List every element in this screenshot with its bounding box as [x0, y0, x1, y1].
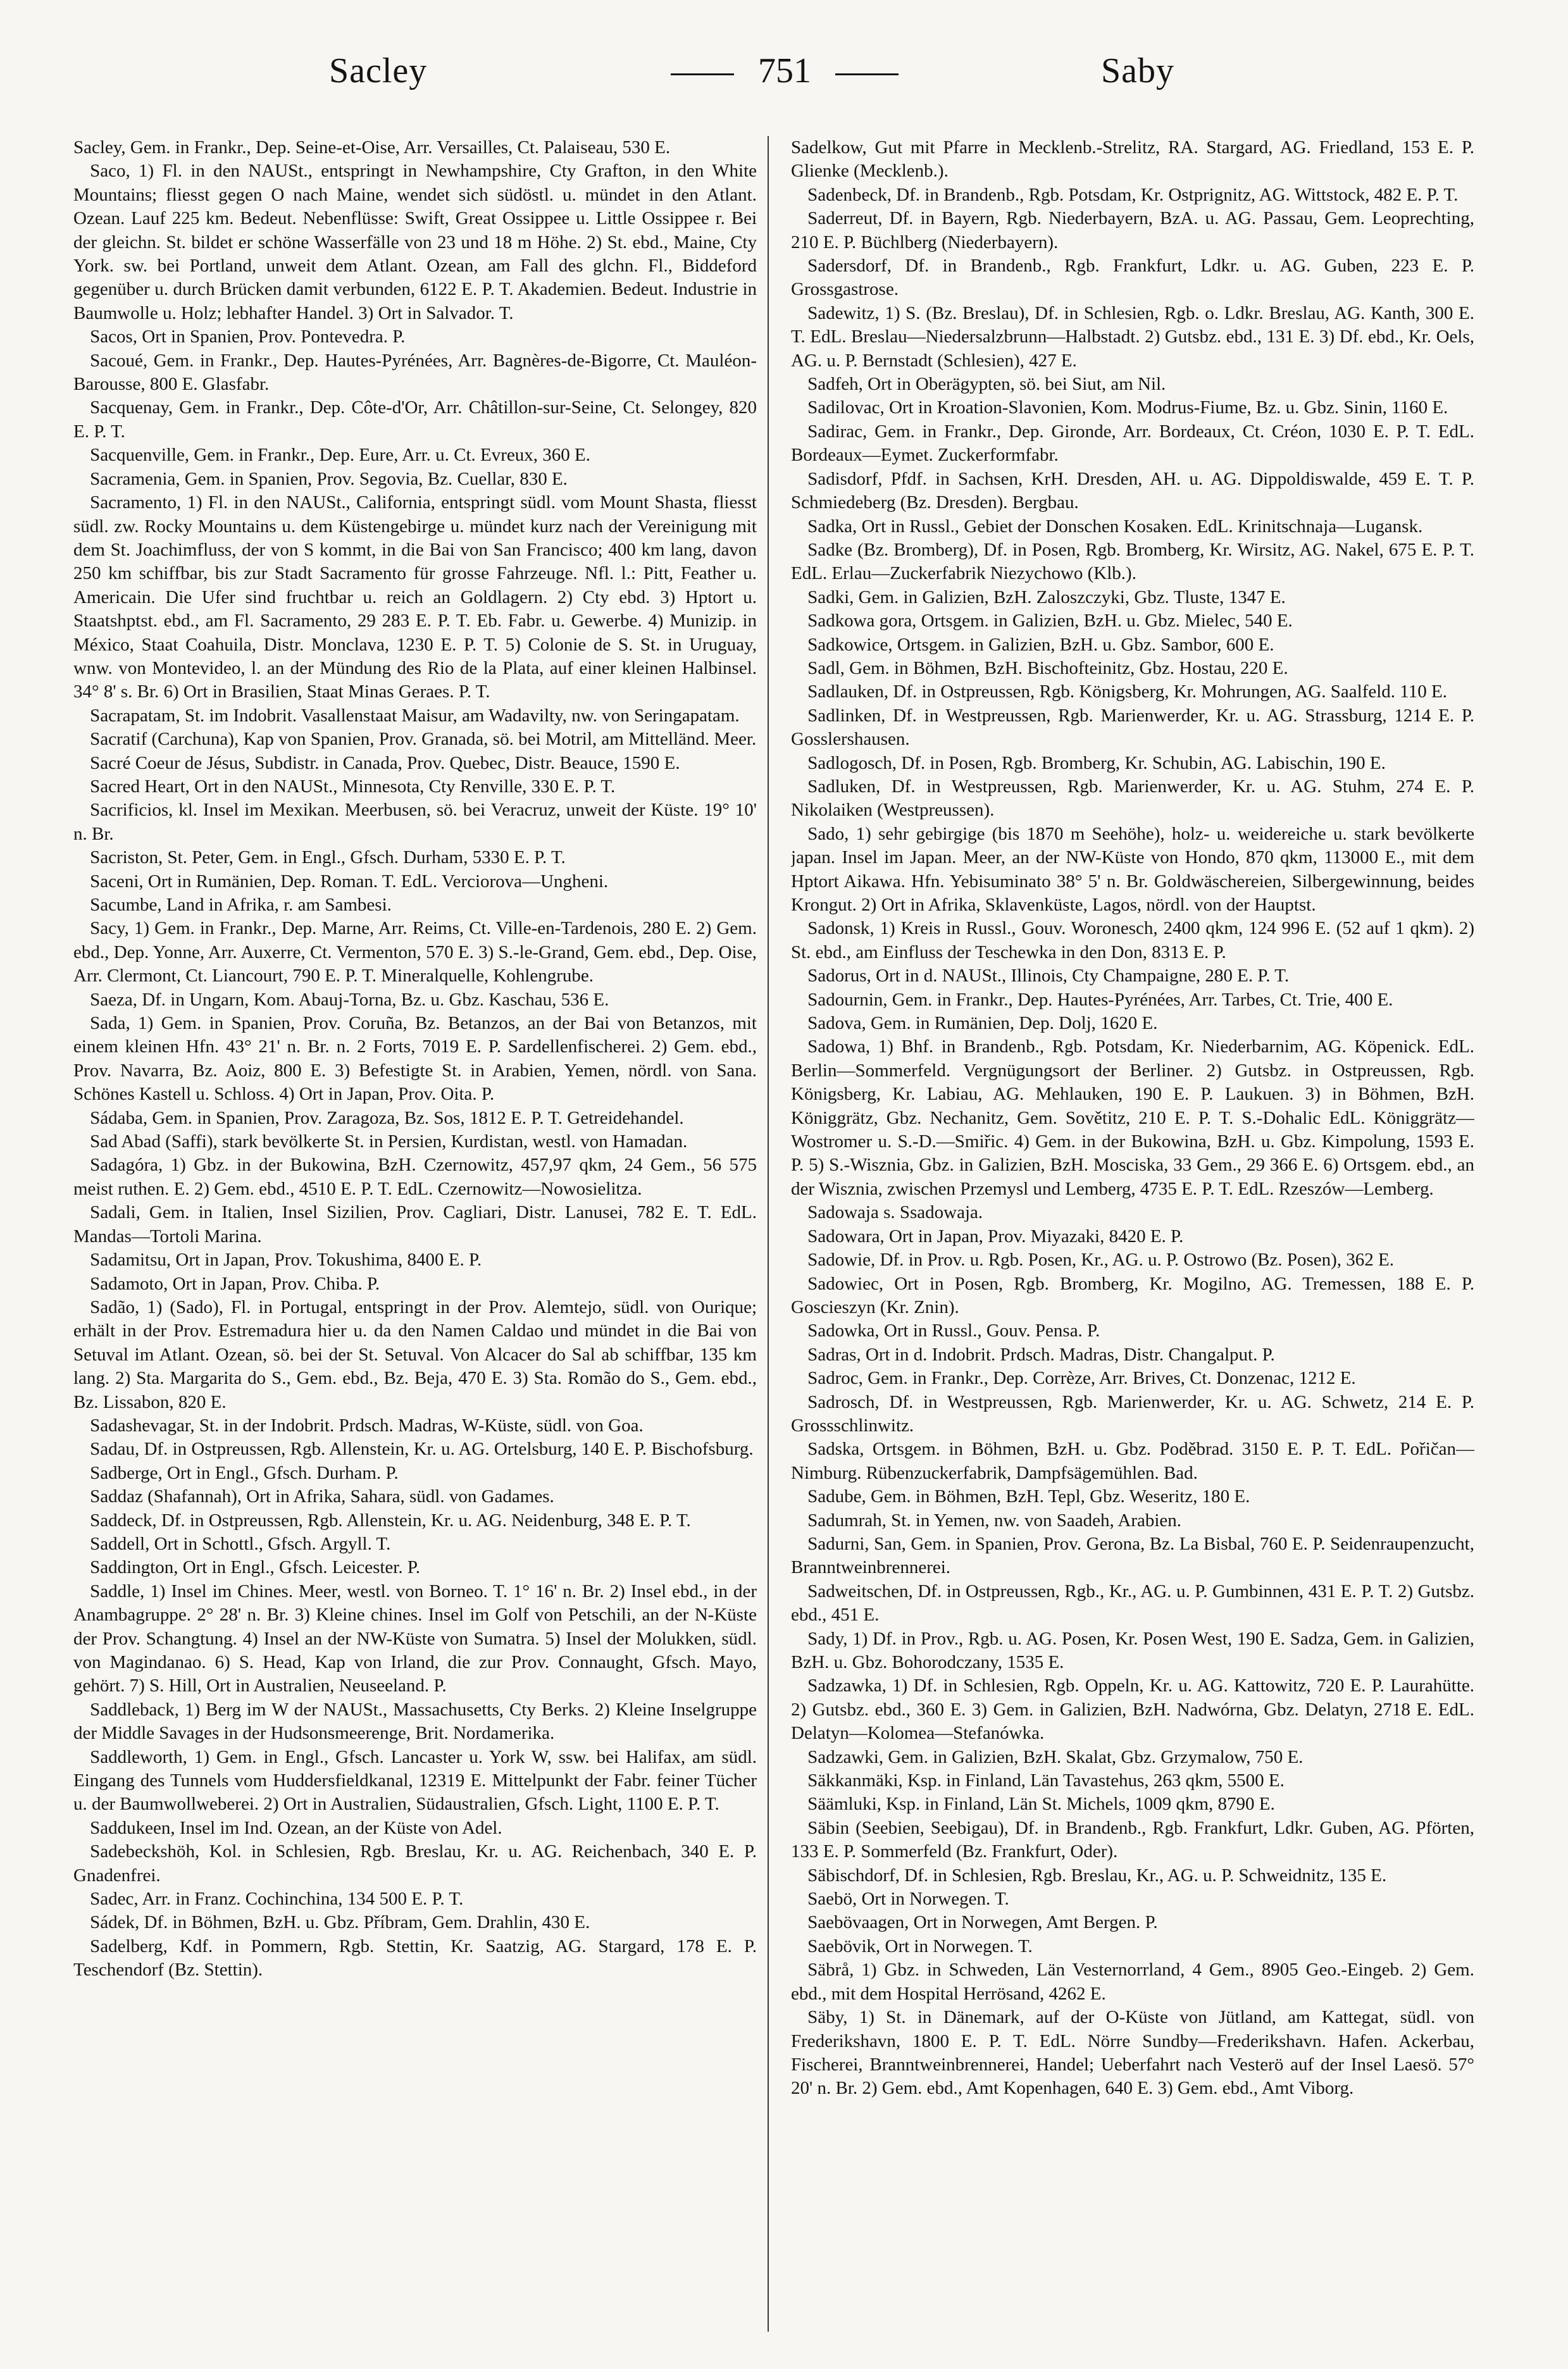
left-column — [73, 136, 757, 2338]
dictionary-entry: Sacramento, 1) Fl. in den NAUSt., California, entspringt südl. vom Mount Shasta, fliesst südl. zw. Rocky Mountains u. dem Küstengebirge u. mündet kurz nach der Vereinigung mit dem St. Joachimfluss, der von S kommt, in die Bai von San Francisco; 400 km lang, davon 250 km schiffbar, bis zur Stadt Sacramento für grosse Fahrzeuge. Nfl. l.: Pitt, Feather u. Americain. Die Ufer sind fruchtbar u. reich an Goldlagern. 2) Cty ebd. 3) Hptort u. Staatshptst. ebd., am Fl. Sacramento, 29 283 E. P. T. Eb. Fabr. u. Gewerbe. 4) Munizip. in México, Staat Coahuila, Distr. Monclava, 1230 E. P. T. 5) Colonie de S. St. in Uruguay, wnw. von Montevideo, l. an der Mündung des Rio de la Plata, auf einer kleinen Halbinsel. 34° 8' s. Br. 6) Ort in Brasilien, Staat Minas Geraes. P. T. — [73, 492, 757, 702]
dictionary-entry: Säbin (Seebien, Seebigau), Df. in Brandenb., Rgb. Frankfurt, Ldkr. Guben, AG. Pförten, 133 E. P. Sommerfeld (Bz. Frankfurt, Oder). — [791, 1817, 1474, 1862]
dictionary-entry: Sadkowa gora, Ortsgem. in Galizien, BzH. u. Gbz. Mielec, 540 E. — [807, 611, 1293, 631]
dictionary-entry: Sadilovac, Ort in Kroation-Slavonien, Kom. Modrus-Fiume, Bz. u. Gbz. Sinin, 1160 E. — [807, 397, 1448, 418]
dictionary-entry: Säbischdorf, Df. in Schlesien, Rgb. Breslau, Kr., AG. u. P. Schweidnitz, 135 E. — [807, 1865, 1387, 1886]
dictionary-entry: Sadova, Gem. in Rumänien, Dep. Dolj, 1620 E. — [807, 1013, 1158, 1034]
dictionary-entry: Sadska, Ortsgem. in Böhmen, BzH. u. Gbz. Poděbrad. 3150 E. P. T. EdL. Pořičan—Nimburg. Rübenzuckerfabrik, Dampfsägemühlen. Bad. — [791, 1439, 1474, 1483]
dictionary-entry: Sadrosch, Df. in Westpreussen, Rgb. Marienwerder, Kr. u. AG. Schwetz, 214 E. P. Grossschlinwitz. — [791, 1391, 1474, 1436]
dictionary-entry: Sadkowice, Ortsgem. in Galizien, BzH. u. Gbz. Sambor, 600 E. — [807, 634, 1274, 655]
dictionary-entry: Sadowa, 1) Bhf. in Brandenb., Rgb. Potsdam, Kr. Niederbarnim, AG. Köpenick. EdL. Berlin—Sommerfeld. Vergnügungsort der Berliner. 2) Gutsbz. in Ostpreussen, Rgb. Königsberg, Kr. Labiau, AG. Mehlauken, 190 E. P. Laukuen. 3) in Böhmen, BzH. Königgrätz, Gbz. Nechanitz, Gem. Sovětitz, 210 E. P. T. S.-Dohalic EdL. Königgrätz—Wostromer u. S.-D.—Smiřic. 4) Gem. in der Bukowina, BzH. u. Gbz. Kimpolung, 1593 E. P. 5) S.-Wisznia, Gbz. in Galizien, BzH. Mosciska, 33 Gem., 29 366 E. 6) Ortsgem. ebd., an der Wisznia, zwischen Przemysl und Lemberg, 4735 E. P. T. EdL. Rzeszów—Lemberg. — [791, 1036, 1474, 1199]
dictionary-entry: Sacquenville, Gem. in Frankr., Dep. Eure, Arr. u. Ct. Evreux, 360 E. — [90, 445, 590, 466]
dictionary-entry: Sacriston, St. Peter, Gem. in Engl., Gfsch. Durham, 5330 E. P. T. — [90, 847, 566, 868]
dictionary-entry: Sadashevagar, St. in der Indobrit. Prdsch. Madras, W-Küste, südl. von Goa. — [90, 1415, 644, 1436]
dictionary-entry: Sacy, 1) Gem. in Frankr., Dep. Marne, Arr. Reims, Ct. Ville-en-Tardenois, 280 E. 2) Gem. ebd., Dep. Yonne, Arr. Auxerre, Ct. Vermenton, 570 E. 3) S.-le-Grand, Gem. ebd., Dep. Oise, Arr. Clermont, Ct. Liancourt, 790 E. P. T. Mineralquelle, Kohlengrube. — [73, 918, 757, 986]
dictionary-entry: Sacramenia, Gem. in Spanien, Prov. Segovia, Bz. Cuellar, 830 E. — [90, 468, 568, 489]
dictionary-entry: Sadau, Df. in Ostpreussen, Rgb. Allenstein, Kr. u. AG. Ortelsburg, 140 E. P. Bischofsburg. — [90, 1439, 754, 1460]
dictionary-entry: Säby, 1) St. in Dänemark, auf der O-Küste von Jütland, am Kattegat, südl. von Frederikshavn, 1800 E. P. T. EdL. Nörre Sundby—Frederikshavn. Hafen. Ackerbau, Fischerei, Branntweinbrennerei, Handel; Ueberfahrt nach Vesterö auf der Insel Laesö. 57° 20' n. Br. 2) Gem. ebd., Amt Kopenhagen, 640 E. 3) Gem. ebd., Amt Viborg. — [791, 2007, 1474, 2099]
dictionary-entry: Säbrå, 1) Gbz. in Schweden, Län Vesternorrland, 4 Gem., 8905 Geo.-Eingeb. 2) Gem. ebd., mit dem Hospital Herrösand, 4262 E. — [791, 1960, 1474, 2004]
dictionary-entry: Sadorus, Ort in d. NAUSt., Illinois, Cty Champaigne, 280 E. P. T. — [807, 966, 1290, 986]
header-first-entry: Sacley — [329, 51, 428, 90]
dictionary-entry: Sadweitschen, Df. in Ostpreussen, Rgb., Kr., AG. u. P. Gumbinnen, 431 E. P. T. 2) Gutsbz. ebd., 451 E. — [791, 1581, 1474, 1626]
dictionary-entry: Sadamitsu, Ort in Japan, Prov. Tokushima, 8400 E. P. — [90, 1250, 482, 1271]
right-column — [791, 136, 1474, 2338]
dictionary-entry: Sadka, Ort in Russl., Gebiet der Donschen Kosaken. EdL. Krinitschnaja—Lugansk. — [807, 516, 1423, 537]
page-number: 751 — [671, 51, 899, 91]
dictionary-entry: Sadurni, San, Gem. in Spanien, Prov. Gerona, Bz. La Bisbal, 760 E. P. Seidenraupenzucht, Branntweinbrennerei. — [791, 1533, 1474, 1578]
dictionary-entry: Saco, 1) Fl. in den NAUSt., entspringt in Newhampshire, Cty Grafton, in den White Mountains; fliesst gegen O nach Maine, wendet sich südöstl. u. mündet in den Atlant. Ozean. Lauf 225 km. Bedeut. Nebenflüsse: Swift, Great Ossippee u. Little Ossippee r. Bei der gleichn. St. bildet er schöne Wasserfälle von 23 und 18 m Höhe. 2) St. ebd., Maine, Cty York. sw. bei Portland, unweit dem Atlant. Ozean, am Fall des glchn. Fl., Biddeford gegenüber u. durch Brücken damit verbunden, 6122 E. P. T. Akademien. Bedeut. Industrie in Baumwolle u. Holz; lebhafter Handel. 3) Ort in Salvador. T. — [73, 161, 757, 323]
dictionary-entry: Sadirac, Gem. in Frankr., Dep. Gironde, Arr. Bordeaux, Ct. Créon, 1030 E. P. T. EdL. Bordeaux—Eymet. Zuckerformfabr. — [791, 421, 1474, 466]
dictionary-entry: Sadluken, Df. in Westpreussen, Rgb. Marienwerder, Kr. u. AG. Stuhm, 274 E. P. Nikolaiken (Westpreussen). — [791, 776, 1474, 821]
dictionary-entry: Sadlogosch, Df. in Posen, Rgb. Bromberg, Kr. Schubin, AG. Labischin, 190 E. — [807, 752, 1386, 773]
dictionary-entry: Sadube, Gem. in Böhmen, BzH. Tepl, Gbz. Weseritz, 180 E. — [807, 1486, 1250, 1507]
dictionary-entry: Sacré Coeur de Jésus, Subdistr. in Canada, Prov. Quebec, Distr. Beauce, 1590 E. — [90, 752, 680, 773]
dictionary-entry: Saddaz (Shafannah), Ort in Afrika, Sahara, südl. von Gadames. — [90, 1486, 554, 1507]
dictionary-entry: Sadowka, Ort in Russl., Gouv. Pensa. P. — [807, 1321, 1100, 1341]
dictionary-entry: Sadl, Gem. in Böhmen, BzH. Bischofteinitz, Gbz. Hostau, 220 E. — [807, 657, 1288, 678]
dictionary-entry: Sádaba, Gem. in Spanien, Prov. Zaragoza, Bz. Sos, 1812 E. P. T. Getreidehandel. — [90, 1107, 684, 1128]
dictionary-entry: Sadenbeck, Df. in Brandenb., Rgb. Potsdam, Kr. Ostprignitz, AG. Wittstock, 482 E. P. T. — [807, 184, 1459, 205]
dictionary-entry: Sadowaja s. Ssadowaja. — [807, 1202, 983, 1223]
dictionary-entry: Säämluki, Ksp. in Finland, Län St. Michels, 1009 qkm, 8790 E. — [807, 1794, 1275, 1815]
dictionary-entry: Säkkanmäki, Ksp. in Finland, Län Tavastehus, 263 qkm, 5500 E. — [807, 1770, 1285, 1791]
dictionary-entry: Saderreut, Df. in Bayern, Rgb. Niederbayern, BzA. u. AG. Passau, Gem. Leoprechting, 210 E. P. Büchlberg (Niederbayern). — [791, 208, 1474, 252]
dictionary-entry: Sacquenay, Gem. in Frankr., Dep. Côte-d'Or, Arr. Châtillon-sur-Seine, Ct. Selongey, 820 E. P. T. — [73, 397, 757, 442]
dictionary-entry: Sadumrah, St. in Yemen, nw. von Saadeh, Arabien. — [807, 1510, 1182, 1531]
dictionary-entry: Sadamoto, Ort in Japan, Prov. Chiba. P. — [90, 1273, 380, 1294]
dictionary-entry: Saceni, Ort in Rumänien, Dep. Roman. T. EdL. Verciorova—Ungheni. — [90, 871, 609, 892]
dictionary-entry: Sadowiec, Ort in Posen, Rgb. Bromberg, Kr. Mogilno, AG. Tremessen, 188 E. P. Goscieszyn (Kr. Znin). — [791, 1273, 1474, 1317]
dictionary-entry: Saddington, Ort in Engl., Gfsch. Leicester. P. — [90, 1557, 421, 1578]
dictionary-entry: Sadersdorf, Df. in Brandenb., Rgb. Frankfurt, Ldkr. u. AG. Guben, 223 E. P. Grossgastrose. — [791, 256, 1474, 300]
dictionary-entry: Sada, 1) Gem. in Spanien, Prov. Coruña, Bz. Betanzos, an der Bai von Betanzos, mit einem kleinen Hfn. 43° 21' n. Br. n. 2 Forts, 7019 E. P. Sardellenfischerei. 2) Gem. ebd., Prov. Navarra, Bz. Aoiz, 800 E. 3) Befestigte St. in Arabien, Yemen, nördl. von Sana. Schönes Kastell u. Schloss. 4) Ort in Japan, Prov. Oita. P. — [73, 1013, 757, 1105]
dictionary-entry: Sad Abad (Saffi), stark bevölkerte St. in Persien, Kurdistan, westl. von Hamadan. — [90, 1131, 688, 1152]
dictionary-entry: Saddleback, 1) Berg im W der NAUSt., Massachusetts, Cty Berks. 2) Kleine Inselgruppe der Middle Savages in der Hudsonsmeerenge, Brit. Nordamerika. — [73, 1699, 757, 1744]
dictionary-entry: Saddell, Ort in Schottl., Gfsch. Argyll. T. — [90, 1533, 391, 1554]
dictionary-entry: Sadzawki, Gem. in Galizien, BzH. Skalat, Gbz. Grzymalow, 750 E. — [807, 1746, 1304, 1767]
dictionary-entry: Sadewitz, 1) S. (Bz. Breslau), Df. in Schlesien, Rgb. o. Ldkr. Breslau, AG. Kanth, 300 E. T. EdL. Breslau—Niedersalzbrunn—Halbstadt. 2) Gutsbz. ebd., 131 E. 3) Df. ebd., Kr. Oels, AG. u. P. Bernstadt (Schlesien), 427 E. — [791, 302, 1474, 371]
dictionary-entry: Saddeck, Df. in Ostpreussen, Rgb. Allenstein, Kr. u. AG. Neidenburg, 348 E. P. T. — [90, 1510, 691, 1531]
dictionary-entry: Sadelberg, Kdf. in Pommern, Rgb. Stettin, Kr. Saatzig, AG. Stargard, 178 E. P. Teschendorf (Bz. Stettin). — [73, 1936, 757, 1980]
dictionary-entry: Saddle, 1) Insel im Chines. Meer, westl. von Borneo. T. 1° 16' n. Br. 2) Insel ebd., in der Anambagruppe. 2° 28' n. Br. 3) Kleine chines. Insel im Golf von Petschili, an der N-Küste der Prov. Schangtung. 4) Insel an der NW-Küste von Sumatra. 5) Insel der Molukken, südl. von Magindanao. 6) S. Head, Kap von Irland, die zur Prov. Connaught, Gfsch. Mayo, gehört. 7) S. Hill, Ort in Australien, Neuseeland. P. — [73, 1581, 757, 1696]
dictionary-entry: Sacley, Gem. in Frankr., Dep. Seine-et-Oise, Arr. Versailles, Ct. Palaiseau, 530 E. — [73, 137, 671, 158]
dictionary-entry: Sadowie, Df. in Prov. u. Rgb. Posen, Kr., AG. u. P. Ostrowo (Bz. Posen), 362 E. — [807, 1250, 1395, 1271]
dictionary-entry: Sadão, 1) (Sado), Fl. in Portugal, entspringt in der Prov. Alemtejo, südl. von Ourique; erhält in der Prov. Estremadura hier u. da den Namen Caldao und mündet in die Bai von Setuval im Atlant. Ozean, sö. bei der St. Setuval. Von Alcacer do Sal ab schiffbar, 135 km lang. 2) Sta. Margarita do S., Gem. ebd., Bz. Beja, 470 E. 3) Sta. Romão do S., Gem. ebd., Bz. Lissabon, 820 E. — [73, 1296, 757, 1412]
dictionary-entry: Sadowara, Ort in Japan, Prov. Miyazaki, 8420 E. P. — [807, 1226, 1184, 1247]
dictionary-entry: Sacrificios, kl. Insel im Mexikan. Meerbusen, sö. bei Veracruz, unweit der Küste. 19° 10' n. Br. — [73, 800, 757, 844]
dictionary-entry: Sadlinken, Df. in Westpreussen, Rgb. Marienwerder, Kr. u. AG. Strassburg, 1214 E. P. Gosslershausen. — [791, 705, 1474, 750]
dictionary-entry: Sadonsk, 1) Kreis in Russl., Gouv. Woronesch, 2400 qkm, 124 996 E. (52 auf 1 qkm). 2) St. ebd., am Einfluss der Teschewka in den Don, 8313 E. P. — [791, 918, 1474, 962]
dictionary-entry: Sadki, Gem. in Galizien, BzH. Zaloszczyki, Gbz. Tluste, 1347 E. — [807, 587, 1286, 607]
dictionary-entry: Saebövaagen, Ort in Norwegen, Amt Bergen. P. — [807, 1912, 1158, 1933]
header-last-entry: Saby — [1101, 51, 1174, 90]
dictionary-entry: Sacumbe, Land in Afrika, r. am Sambesi. — [90, 895, 392, 915]
dictionary-entry: Sacred Heart, Ort in den NAUSt., Minnesota, Cty Renville, 330 E. P. T. — [90, 776, 616, 797]
dictionary-entry: Sacratif (Carchuna), Kap von Spanien, Prov. Granada, sö. bei Motril, am Mittelländ. Meer. — [90, 729, 757, 750]
dictionary-entry: Saddleworth, 1) Gem. in Engl., Gfsch. Lancaster u. York W, ssw. bei Halifax, am südl. Eingang des Tunnels vom Huddersfieldkanal, 12319 E. Mittelpunkt der Fabr. feiner Tücher u. der Baumwollweberei. 2) Ort in Australien, Südaustralien, Gfsch. Light, 1100 E. P. T. — [73, 1746, 757, 1815]
dictionary-entry: Sadali, Gem. in Italien, Insel Sizilien, Prov. Cagliari, Distr. Lanusei, 782 E. T. EdL. Mandas—Tortoli Marina. — [73, 1202, 757, 1247]
page-header — [0, 38, 1568, 108]
dictionary-entry: Sadfeh, Ort in Oberägypten, sö. bei Siut, am Nil. — [807, 374, 1166, 395]
dictionary-entry: Saebö, Ort in Norwegen. T. — [807, 1889, 1009, 1910]
column-divider — [768, 136, 769, 2332]
dictionary-entry: Saeza, Df. in Ungarn, Kom. Abauj-Torna, Bz. u. Gbz. Kaschau, 536 E. — [90, 989, 609, 1010]
dictionary-entry: Sady, 1) Df. in Prov., Rgb. u. AG. Posen, Kr. Posen West, 190 E. Sadza, Gem. in Galizien, BzH. u. Gbz. Bohorodczany, 1535 E. — [791, 1628, 1474, 1672]
dictionary-entry: Sadke (Bz. Bromberg), Df. in Posen, Rgb. Bromberg, Kr. Wirsitz, AG. Nakel, 675 E. P. T. EdL. Erlau—Zuckerfabrik Niezychowo (Klb.). — [791, 539, 1474, 584]
dictionary-entry: Saebövik, Ort in Norwegen. T. — [807, 1936, 1033, 1956]
dictionary-entry: Sado, 1) sehr gebirgige (bis 1870 m Seehöhe), holz- u. weidereiche u. stark bevölkerte japan. Insel im Japan. Meer, an der NW-Küste von Hondo, 870 qkm, 113000 E., mit dem Hptort Aikawa. Hfn. Yebisuminato 38° 5' n. Br. Goldwäschereien, Silbergewinnung, beides Krongut. 2) Ort in Afrika, Sklavenküste, Lagos, nördl. von der Hauptst. — [791, 823, 1474, 915]
dictionary-entry: Sadebeckshöh, Kol. in Schlesien, Rgb. Breslau, Kr. u. AG. Reichenbach, 340 E. P. Gnadenfrei. — [73, 1841, 757, 1886]
dictionary-entry: Sacoué, Gem. in Frankr., Dep. Hautes-Pyrénées, Arr. Bagnères-de-Bigorre, Ct. Mauléon-Barousse, 800 E. Glasfabr. — [73, 350, 757, 395]
dictionary-entry: Sadelkow, Gut mit Pfarre in Mecklenb.-Strelitz, RA. Stargard, AG. Friedland, 153 E. P. Glienke (Mecklenb.). — [791, 137, 1474, 182]
dictionary-entry: Sadec, Arr. in Franz. Cochinchina, 134 500 E. P. T. — [90, 1889, 464, 1910]
dictionary-entry: Sadagóra, 1) Gbz. in der Bukowina, BzH. Czernowitz, 457,97 qkm, 24 Gem., 56 575 meist ruthen. E. 2) Gem. ebd., 4510 E. P. T. EdL. Czernowitz—Nowosielitza. — [73, 1155, 757, 1199]
dictionary-entry: Sadisdorf, Pfdf. in Sachsen, KrH. Dresden, AH. u. AG. Dippoldiswalde, 459 E. T. P. Schmiedeberg (Bz. Dresden). Bergbau. — [791, 468, 1474, 513]
dictionary-entry: Sacos, Ort in Spanien, Prov. Pontevedra. P. — [90, 326, 406, 347]
dictionary-entry: Sadzawka, 1) Df. in Schlesien, Rgb. Oppeln, Kr. u. AG. Kattowitz, 720 E. P. Laurahütte. 2) Gutsbz. ebd., 360 E. 3) Gem. in Galizien, BzH. Nadwórna, Gbz. Delatyn, 2718 E. EdL. Delatyn—Kolomea—Stefanówka. — [791, 1676, 1474, 1744]
dictionary-entry: Sadournin, Gem. in Frankr., Dep. Hautes-Pyrénées, Arr. Tarbes, Ct. Trie, 400 E. — [807, 989, 1393, 1010]
dictionary-entry: Sadberge, Ort in Engl., Gfsch. Durham. P. — [90, 1462, 399, 1483]
dictionary-entry: Sadroc, Gem. in Frankr., Dep. Corrèze, Arr. Brives, Ct. Donzenac, 1212 E. — [807, 1368, 1356, 1389]
dictionary-entry: Sacrapatam, St. im Indobrit. Vasallenstaat Maisur, am Wadavilty, nw. von Seringapatam. — [90, 705, 740, 726]
dictionary-entry: Sadlauken, Df. in Ostpreussen, Rgb. Königsberg, Kr. Mohrungen, AG. Saalfeld. 110 E. — [807, 681, 1447, 702]
dictionary-entry: Saddukeen, Insel im Ind. Ozean, an der Küste von Adel. — [90, 1817, 502, 1838]
dictionary-entry: Sadras, Ort in d. Indobrit. Prdsch. Madras, Distr. Changalput. P. — [807, 1344, 1275, 1365]
dictionary-entry: Sádek, Df. in Böhmen, BzH. u. Gbz. Příbram, Gem. Drahlin, 430 E. — [90, 1912, 590, 1933]
